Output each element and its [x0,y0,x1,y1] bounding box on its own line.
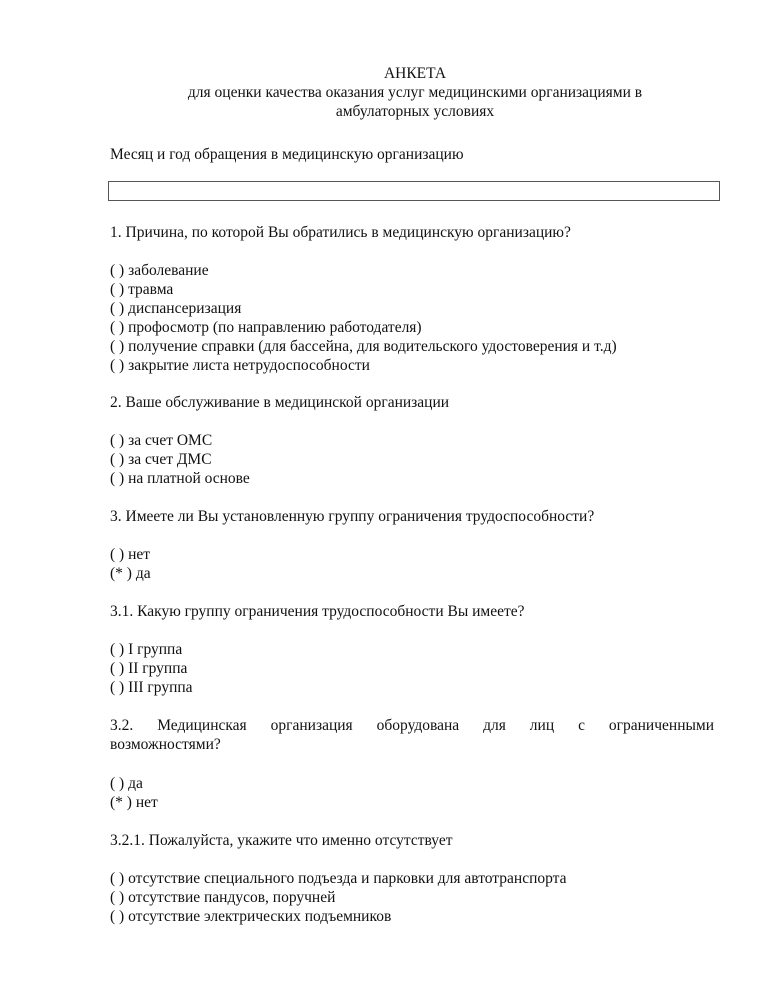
q3-2-word: Медицинская [157,717,247,734]
q3-2-1-option-ramps[interactable]: ( ) отсутствие пандусов, поручней [110,889,336,906]
q2-option-dms[interactable]: ( ) за счет ДМС [110,451,212,468]
question-1: 1. Причина, по которой Вы обратились в медицинскую организацию? [110,224,571,241]
q3-1-option-group-3[interactable]: ( ) III группа [110,679,193,696]
q3-2-word: лиц [529,717,555,734]
q3-2-word: оборудована [376,717,460,734]
title-block [110,64,720,121]
q1-option-certificate[interactable]: ( ) получение справки (для бассейна, для водительского удостоверения и т.д) [110,338,617,355]
q3-2-option-yes[interactable]: ( ) да [110,775,143,792]
document-subtitle-line2: амбулаторных условиях [335,103,495,120]
question-3-2 [110,716,714,754]
q1-option-injury[interactable]: ( ) травма [110,281,174,298]
q3-2-option-no[interactable]: (* ) нет [110,794,158,811]
document-title: АНКЕТА [383,65,447,82]
q1-option-sick-leave[interactable]: ( ) закрытие листа нетрудоспособности [110,357,370,374]
question-3-2-line1 [110,716,714,735]
q3-2-word: для [483,717,506,734]
visit-date-field[interactable] [108,181,720,201]
q3-2-word: ограниченными [608,717,714,734]
q3-option-no[interactable]: ( ) нет [110,546,151,563]
q3-2-word: 3.2. [110,717,134,734]
q3-1-option-group-2[interactable]: ( ) II группа [110,660,188,677]
q2-option-paid[interactable]: ( ) на платной основе [110,470,250,487]
q3-2-1-option-lifts[interactable]: ( ) отсутствие электрических подъемников [110,908,392,925]
q1-option-screening[interactable]: ( ) диспансеризация [110,300,242,317]
q2-option-oms[interactable]: ( ) за счет ОМС [110,432,213,449]
q3-2-1-option-parking[interactable]: ( ) отсутствие специального подъезда и парковки для автотранспорта [110,870,567,887]
q3-option-yes[interactable]: (* ) да [110,565,151,582]
q3-2-word: с [578,717,585,734]
visit-date-label: Месяц и год обращения в медицинскую организацию [110,146,464,163]
question-3-1: 3.1. Какую группу ограничения трудоспособности Вы имеете? [110,603,525,620]
q1-option-checkup[interactable]: ( ) профосмотр (по направлению работодателя) [110,319,422,336]
document-subtitle-line1: для оценки качества оказания услуг медицинскими организациями в [187,84,643,101]
question-2: 2. Ваше обслуживание в медицинской организации [110,394,450,411]
q3-2-word: организация [270,717,353,734]
question-3-2-1: 3.2.1. Пожалуйста, укажите что именно отсутствует [110,832,453,849]
question-3: 3. Имеете ли Вы установленную группу ограничения трудоспособности? [110,508,595,525]
question-3-2-line2: возможностями? [110,736,221,753]
q1-option-illness[interactable]: ( ) заболевание [110,262,209,279]
q3-1-option-group-1[interactable]: ( ) I группа [110,641,183,658]
